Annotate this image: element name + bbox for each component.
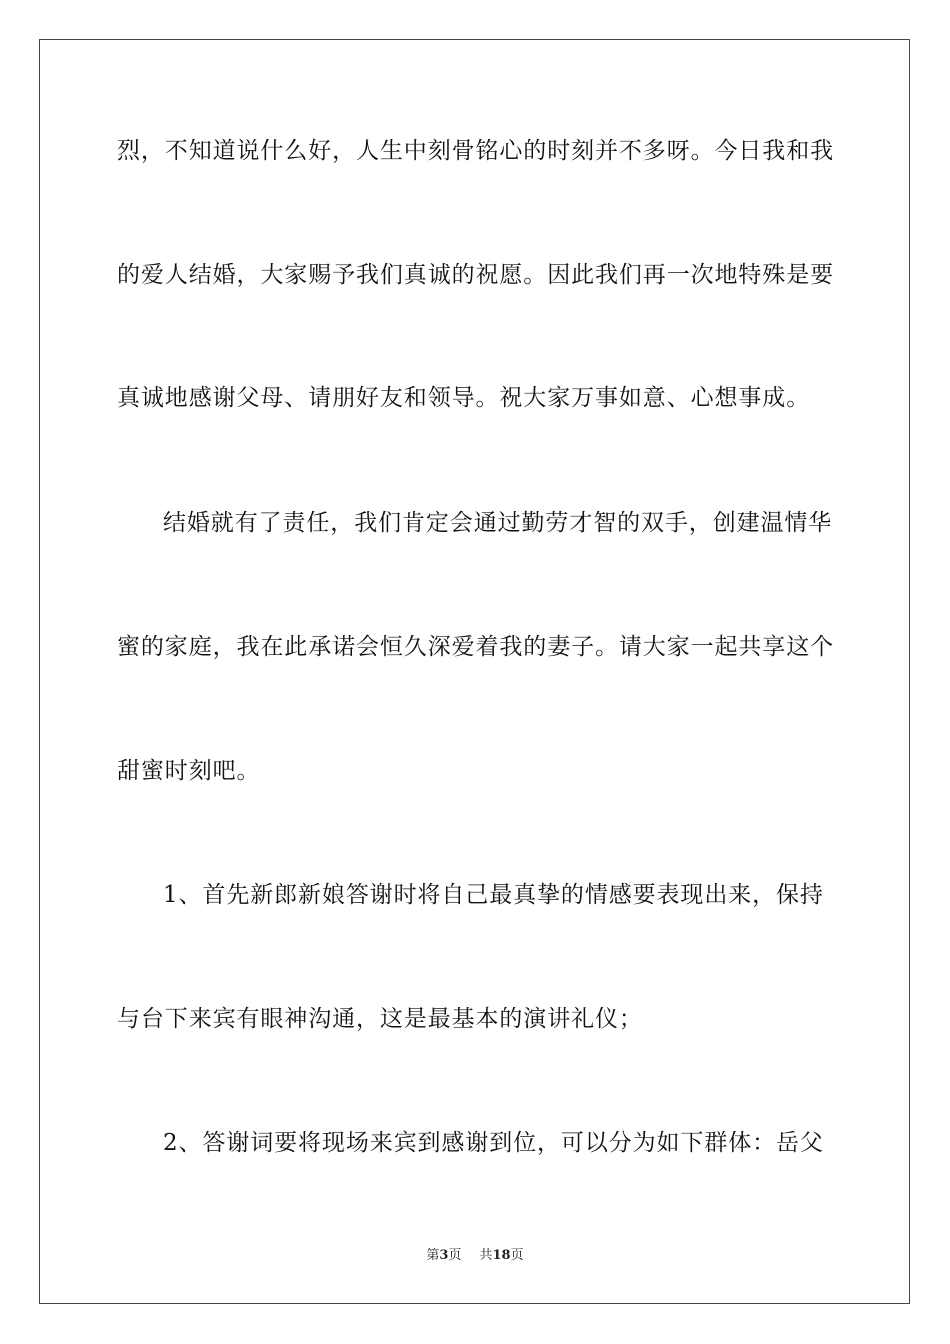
body-line-1: 烈，不知道说什么好，人生中刻骨铭心的时刻并不多呀。今日我和我	[117, 138, 834, 164]
footer-page-number: 3	[439, 1248, 449, 1263]
body-line-9: 2、答谢词要将现场来宾到感谢到位，可以分为如下群体：岳父	[163, 1130, 824, 1156]
body-line-5: 蜜的家庭，我在此承诺会恒久深爱着我的妻子。请大家一起共享这个	[117, 634, 834, 660]
body-line-8: 与台下来宾有眼神沟通，这是最基本的演讲礼仪；	[117, 1006, 643, 1032]
body-line-2: 的爱人结婚，大家赐予我们真诚的祝愿。因此我们再一次地特殊是要	[117, 262, 834, 288]
body-line-4: 结婚就有了责任，我们肯定会通过勤劳才智的双手，创建温情华	[163, 510, 833, 536]
page-border	[39, 39, 910, 1304]
footer-page-prefix: 第	[426, 1248, 440, 1263]
footer-total-suffix: 页	[510, 1248, 524, 1263]
footer-page-suffix: 页	[448, 1248, 462, 1263]
body-line-3: 真诚地感谢父母、请朋好友和领导。祝大家万事如意、心想事成。	[117, 385, 811, 411]
footer-total-prefix: 共	[479, 1248, 493, 1263]
body-line-7: 1、首先新郎新娘答谢时将自己最真挚的情感要表现出来，保持	[163, 882, 824, 908]
page-footer	[0, 1247, 950, 1265]
footer-total-pages: 18	[492, 1248, 511, 1263]
body-line-6: 甜蜜时刻吧。	[117, 758, 261, 784]
